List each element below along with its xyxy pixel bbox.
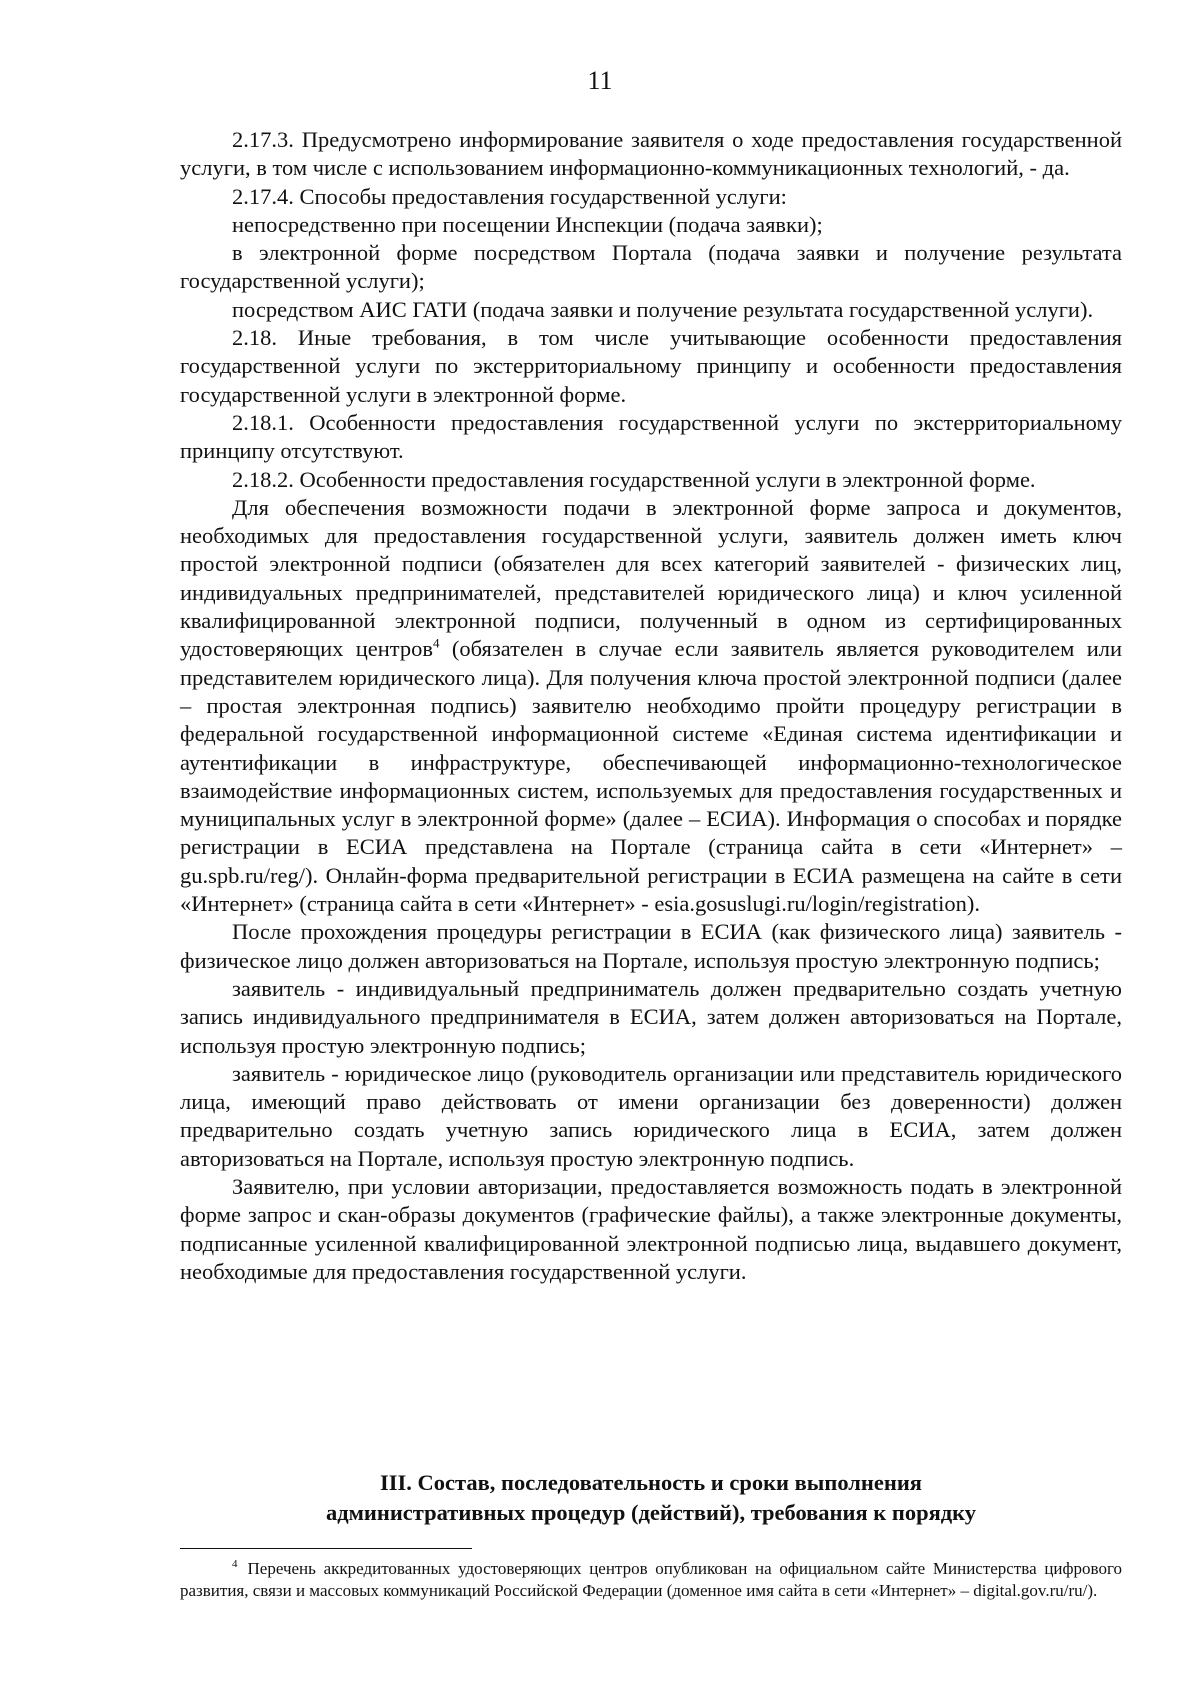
paragraph-individual-applicant: После прохождения процедуры регистрации в ЕСИА (как физического лица) заявитель - физическое лицо должен авторизоваться на Портале, используя простую электронную подпись;: [180, 919, 1122, 973]
paragraph-2-18-2: 2.18.2. Особенности предоставления государственной услуги в электронной форме.: [232, 466, 1036, 492]
footnote-text: Перечень аккредитованных удостоверяющих центров опубликован на официальном сайте Министерства цифрового развития, связи и массовых коммуникаций Российской Федерации (доменное имя сайта в сети «Интернет» – digital.gov.ru/ru/).: [180, 1559, 1122, 1600]
paragraph-2-18: 2.18. Иные требования, в том числе учитывающие особенности предоставления государственной услуги по экстерриториальному принципу и особенности предоставления государственной услуги в электронной форме.: [180, 325, 1122, 407]
paragraph-2-18-1: 2.18.1. Особенности предоставления государственной услуги по экстерриториальному принципу отсутствуют.: [180, 409, 1122, 464]
section-heading-line-1: III. Состав, последовательность и сроки выполнения: [380, 1470, 922, 1495]
section-heading: [180, 1468, 1122, 1528]
paragraph-text-after-footnote: (обязателен в случае если заявитель является руководителем или представителем юридического лица). Для получения ключа простой электронной подписи (далее – простая электронная подпись) заявителю необходимо пройти процедуру регистрации в федеральной государственной информационной системе «Единая система идентификации и аутентификации в инфраструктуре, обеспечивающей информационно-технологическое взаимодействие информационных систем, используемых для предоставления государственных и муниципальных услуг в электронной форме» (далее – ЕСИА). Информация о способах и порядке регистрации в ЕСИА представлена на Портале (страница сайта в сети «Интернет» –gu.spb.ru/reg/). Онлайн-форма предварительной регистрации в ЕСИА размещена на сайте в сети «Интернет» (страница сайта в сети «Интернет» - esia.gosuslugi.ru/login/registration).: [180, 636, 1123, 917]
paragraph-applicant-submission: Заявителю, при условии авторизации, предоставляется возможность подать в электронной форме запрос и скан-образы документов (графические файлы), а также электронные документы, подписанные усиленной квалифицированной электронной подписью лица, выдавшего документ, необходимые для предоставления государственной услуги.: [180, 1173, 1122, 1284]
footnote-separator: [180, 1548, 472, 1549]
paragraph-2-17-4: 2.17.4. Способы предоставления государственной услуги:: [232, 183, 787, 209]
body-text: [180, 126, 1122, 1286]
paragraph-2-17-3: 2.17.3. Предусмотрено информирование заявителя о ходе предоставления государственной услуги, в том числе с использованием информационно-коммуникационных технологий, - да.: [180, 127, 1122, 181]
footnote: [180, 1558, 1122, 1602]
paragraph-entrepreneur-applicant: заявитель - индивидуальный предприниматель должен предварительно создать учетную запись индивидуального предпринимателя в ЕСИА, затем должен авторизоваться на Портале, используя простую электронную подпись;: [180, 975, 1122, 1058]
paragraph-method-ais-gati: посредством АИС ГАТИ (подача заявки и получение результата государственной услуги).: [232, 296, 1094, 322]
section-heading-line-2: административных процедур (действий), требования к порядку: [325, 1500, 977, 1525]
page-number: 11: [587, 66, 613, 95]
paragraph-text-before-footnote: Для обеспечения возможности подачи в электронной форме запроса и документов, необходимых для предоставления государственной услуги, заявитель должен иметь ключ простой электронной подписи (обязателен для всех категорий заявителей - физических лиц, индивидуальных предпринимателей, представителей юридического лица) и ключ усиленной квалифицированной электронной подписи, полученный в одном из сертифицированных удостоверяющих центров: [180, 494, 1122, 662]
paragraph-electronic-signature: [180, 494, 1122, 918]
paragraph-method-direct: непосредственно при посещении Инспекции (подача заявки);: [232, 211, 823, 237]
paragraph-method-portal: в электронной форме посредством Портала (подача заявки и получение результата государственной услуги);: [180, 240, 1122, 294]
footnote-reference: 4: [433, 635, 440, 651]
footnote-mark: 4: [232, 1558, 238, 1571]
paragraph-legal-entity-applicant: заявитель - юридическое лицо (руководитель организации или представитель юридического лица, имеющий право действовать от имени организации без доверенности) должен предварительно создать учетную запись юридического лица в ЕСИА, затем должен авторизоваться на Портале, используя простую электронную подпись.: [180, 1060, 1122, 1171]
